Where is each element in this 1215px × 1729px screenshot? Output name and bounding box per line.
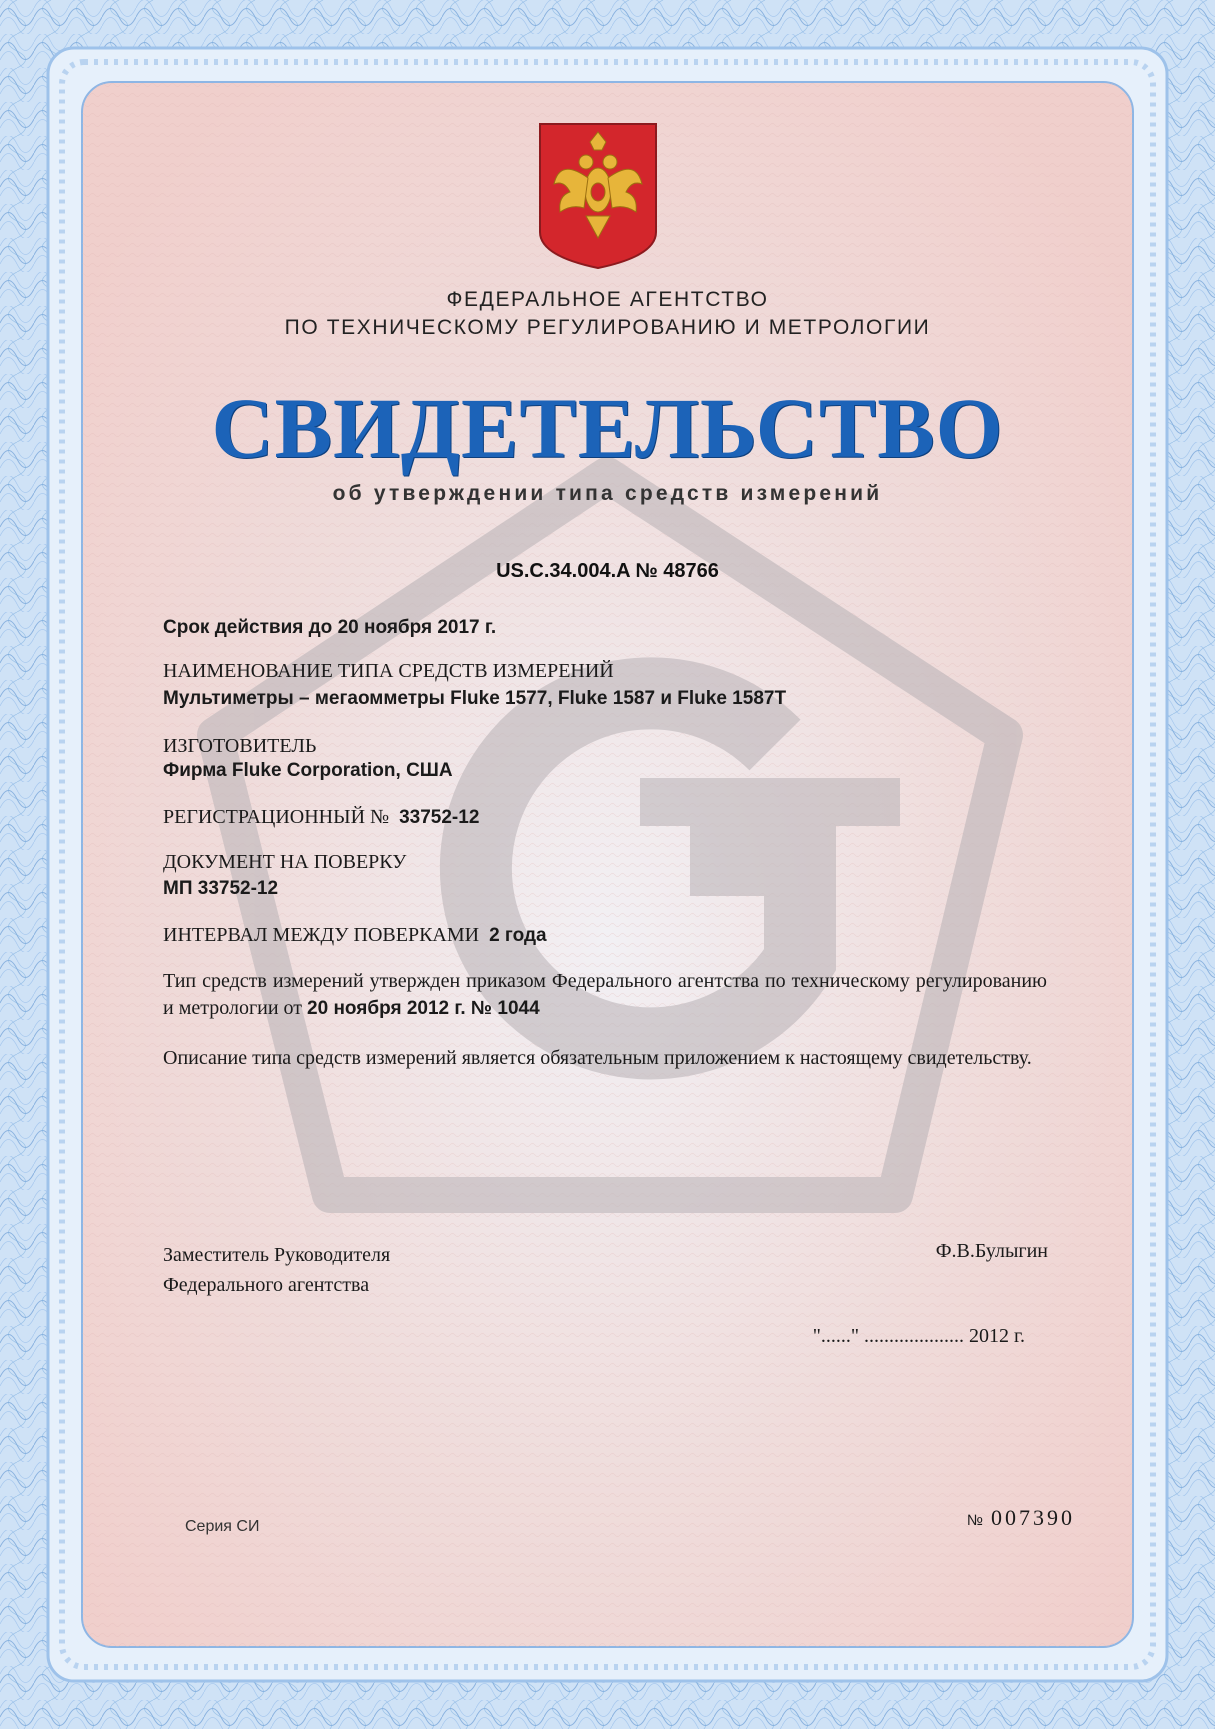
document-title: СВИДЕТЕЛЬСТВО xyxy=(211,380,1004,476)
signatory-position-line2: Федерального агентства xyxy=(163,1274,370,1296)
type-value: Мультиметры – мегаомметры Fluke 1577, Fluke 1587 и Fluke 1587T xyxy=(163,688,787,709)
agency-name-line1: ФЕДЕРАЛЬНОЕ АГЕНТСТВО xyxy=(446,288,769,311)
agency-name-line2: ПО ТЕХНИЧЕСКОМУ РЕГУЛИРОВАНИЮ И МЕТРОЛОГИИ xyxy=(284,316,931,339)
manufacturer-value: Фирма Fluke Corporation, США xyxy=(163,760,453,781)
signatory-position xyxy=(163,1240,390,1300)
interval-value: 2 года xyxy=(489,925,547,946)
approval-text: Тип средств измерений утвержден приказом Федерального агентства по техническому регулированию и метрологии от xyxy=(163,970,1047,1019)
serial-prefix: № xyxy=(966,1512,983,1529)
signature-date: "......" .................... 2012 г. xyxy=(812,1325,1025,1347)
russian-coat-of-arms-icon xyxy=(536,120,660,270)
document-subtitle: об утверждении типа средств измерений xyxy=(332,482,883,505)
verification-doc-label: ДОКУМЕНТ НА ПОВЕРКУ xyxy=(163,851,407,873)
description-paragraph: Описание типа средств измерений является обязательным приложением к настоящему свидетельству. xyxy=(163,1047,1032,1069)
signatory-name: Ф.В.Булыгин xyxy=(935,1240,1048,1262)
manufacturer-label: ИЗГОТОВИТЕЛЬ xyxy=(163,735,317,757)
interval-label: ИНТЕРВАЛ МЕЖДУ ПОВЕРКАМИ xyxy=(163,924,480,946)
series-label: Серия СИ xyxy=(185,1518,260,1535)
validity-date: Срок действия до 20 ноября 2017 г. xyxy=(163,617,497,638)
signatory-position-line1: Заместитель Руководителя xyxy=(163,1244,391,1266)
type-label: НАИМЕНОВАНИЕ ТИПА СРЕДСТВ ИЗМЕРЕНИЙ xyxy=(163,660,614,682)
approval-order: 20 ноября 2012 г. № 1044 xyxy=(307,998,540,1019)
interval-row xyxy=(163,924,547,947)
verification-doc-value: МП 33752-12 xyxy=(163,878,279,899)
serial-number: 007390 xyxy=(991,1505,1075,1530)
registration-value: 33752-12 xyxy=(399,807,480,828)
approval-paragraph xyxy=(163,968,1047,1022)
serial-number-block xyxy=(967,1505,1075,1531)
certificate-number: US.C.34.004.A № 48766 xyxy=(496,560,719,582)
registration-label: РЕГИСТРАЦИОННЫЙ № xyxy=(163,806,390,828)
registration-row xyxy=(163,806,479,829)
